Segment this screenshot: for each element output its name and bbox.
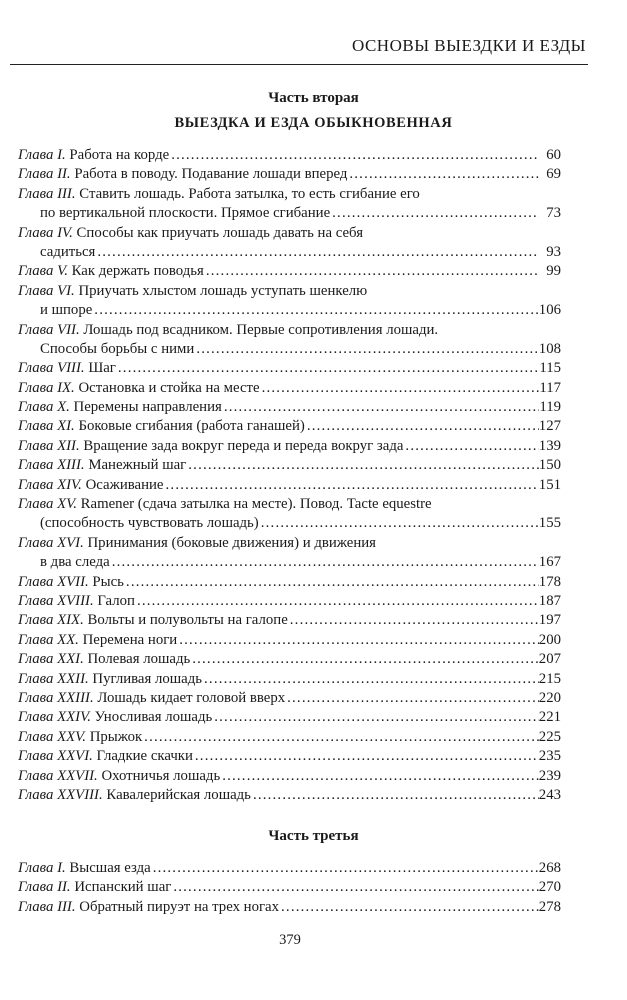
toc-entry-text-wrap <box>18 398 222 417</box>
dot-leader <box>251 786 539 805</box>
chapter-label: Глава XXVIII. <box>18 786 103 803</box>
chapter-title: Испанский шаг <box>74 879 172 896</box>
dot-leader <box>116 359 539 378</box>
page-ref: 215 <box>538 670 561 687</box>
page-ref: 73 <box>546 205 561 222</box>
page-ref: 60 <box>546 147 561 163</box>
page-ref: 69 <box>546 166 561 183</box>
page-ref: 200 <box>538 631 561 648</box>
chapter-label: Глава XX. <box>18 631 79 648</box>
page-ref: 243 <box>538 786 561 803</box>
page-ref: 139 <box>538 437 561 454</box>
toc-part-two <box>18 146 561 805</box>
toc-entry <box>18 398 561 417</box>
toc-entry-last-line <box>18 592 561 611</box>
toc-entry-last-line <box>18 573 561 592</box>
toc-entry <box>18 534 561 573</box>
toc-entry <box>18 417 561 436</box>
chapter-title: Принимания (боковые движения) и движения <box>87 534 376 551</box>
chapter-title: Ramener (сдача затылка на месте). Повод. Tacte equestre <box>80 496 432 513</box>
page-ref: 106 <box>538 302 561 319</box>
toc-entry-text-wrap <box>40 301 92 320</box>
toc-entry-last-line <box>18 146 561 165</box>
toc-entry-last-line <box>18 165 561 184</box>
toc-entry-text-wrap <box>18 535 376 551</box>
toc-entry <box>18 456 561 475</box>
toc-entry-last-line <box>18 670 561 689</box>
chapter-label: Глава XXIII. <box>18 689 94 706</box>
toc-entry <box>18 379 561 398</box>
chapter-label: Глава IV. <box>18 224 73 241</box>
dot-leader <box>202 670 539 689</box>
toc-entry-line <box>18 495 561 514</box>
toc-entry-last-line <box>18 708 561 727</box>
chapter-title: (способность чувствовать лошадь) <box>40 515 259 532</box>
toc-entry-last-line <box>18 437 561 456</box>
page-ref: 151 <box>538 476 561 493</box>
chapter-title: Уносливая лошадь <box>94 709 213 726</box>
toc-entry-text-wrap <box>18 283 367 299</box>
toc-entry-last-line <box>18 417 561 436</box>
toc-entry-text-wrap <box>18 689 285 708</box>
dot-leader <box>222 398 539 417</box>
chapter-title: Прыжок <box>89 728 143 745</box>
chapter-title: Высшая езда <box>69 860 151 876</box>
toc-entry <box>18 437 561 456</box>
toc-entry-last-line <box>18 611 561 630</box>
page-number: 379 <box>279 932 301 948</box>
toc-entry-last-line <box>18 786 561 805</box>
dot-leader <box>204 262 539 281</box>
toc-entry-text-wrap <box>18 592 135 611</box>
page-ref: 268 <box>538 860 561 876</box>
page-ref: 93 <box>546 243 561 260</box>
toc-entry <box>18 859 561 878</box>
chapter-title: Перемены направления <box>73 399 222 416</box>
chapter-label: Глава XXI. <box>18 651 84 668</box>
dot-leader <box>194 340 538 359</box>
chapter-label: Глава II. <box>18 166 71 183</box>
chapter-title: Ставить лошадь. Работа затылка, то есть сгибание его <box>79 185 420 202</box>
chapter-title: Обратный пируэт на трех ногах <box>79 898 280 915</box>
dot-leader <box>212 708 539 727</box>
chapter-title: Остановка и стойка на месте <box>78 379 260 396</box>
toc-entry-text-wrap <box>18 898 279 917</box>
chapter-title: Осаживание <box>85 476 164 493</box>
toc-entry <box>18 282 561 321</box>
chapter-label: Глава XXIV. <box>18 709 91 726</box>
dot-leader <box>171 878 538 897</box>
toc-entry-last-line <box>18 728 561 747</box>
chapter-label: Глава XII. <box>18 437 80 454</box>
dot-leader <box>288 611 539 630</box>
toc-entry-text-wrap <box>18 650 190 669</box>
dot-leader <box>193 747 539 766</box>
toc-entry-text-wrap <box>18 670 202 689</box>
chapter-title: Гладкие скачки <box>96 748 193 765</box>
chapter-title: Манежный шаг <box>88 457 187 474</box>
dot-leader <box>92 301 539 320</box>
toc-entry-last-line <box>18 301 561 320</box>
toc-entry-text-wrap <box>18 859 151 878</box>
chapter-title: Пугливая лошадь <box>92 670 203 687</box>
header-rule <box>10 64 588 65</box>
chapter-title: Работа в поводу. Подавание лошади вперед <box>74 166 348 183</box>
toc-entry-text-wrap <box>18 165 347 184</box>
chapter-title: Вращение зада вокруг переда и переда вокруг зада <box>83 437 404 454</box>
chapter-label: Глава XI. <box>18 418 75 435</box>
chapter-title: Способы как приучать лошадь давать на себя <box>76 224 364 241</box>
toc-entry-text-wrap <box>18 611 288 630</box>
dot-leader <box>305 417 539 436</box>
chapter-label: Глава IX. <box>18 379 75 396</box>
toc-entry <box>18 321 561 360</box>
toc-entry-line <box>18 224 561 243</box>
page-ref: 207 <box>538 651 561 668</box>
dot-leader <box>142 728 539 747</box>
toc-entry <box>18 185 561 224</box>
toc-entry-text-wrap <box>18 496 432 512</box>
page-ref: 108 <box>538 340 561 357</box>
toc-entry <box>18 359 561 378</box>
toc-entry <box>18 786 561 805</box>
toc-entry-text-wrap <box>40 204 330 223</box>
chapter-label: Глава VIII. <box>18 360 85 377</box>
chapter-title: и шпоре <box>40 302 93 319</box>
toc-entry <box>18 611 561 630</box>
toc-entry <box>18 495 561 534</box>
page-ref: 155 <box>538 515 561 532</box>
toc-entry <box>18 165 561 184</box>
toc-entry-text-wrap <box>40 514 259 533</box>
toc-entry-last-line <box>18 898 561 917</box>
page-ref: 167 <box>538 554 561 571</box>
toc-entry-last-line <box>18 553 561 572</box>
dot-leader <box>151 859 539 878</box>
toc-entry-last-line <box>18 379 561 398</box>
toc-entry <box>18 898 561 917</box>
toc-entry-text-wrap <box>18 767 220 786</box>
toc-entry <box>18 689 561 708</box>
toc-entry-text-wrap <box>18 786 251 805</box>
toc-entry-text-wrap <box>18 359 116 378</box>
page-ref: 225 <box>538 728 561 745</box>
toc-entry <box>18 767 561 786</box>
page-ref: 127 <box>538 418 561 435</box>
page-ref: 178 <box>538 573 561 590</box>
chapter-label: Глава XVIII. <box>18 592 94 609</box>
toc-entry-line <box>18 185 561 204</box>
chapter-label: Глава XXVI. <box>18 748 93 765</box>
chapter-title: Боковые сгибания (работа ганашей) <box>78 418 305 435</box>
toc-entry-last-line <box>18 747 561 766</box>
page-ref: 119 <box>539 399 561 416</box>
toc-entry-last-line <box>18 859 561 878</box>
chapter-title: Рысь <box>92 573 124 590</box>
toc-entry-text-wrap <box>18 573 124 592</box>
chapter-title: Галоп <box>97 592 135 609</box>
toc-entry-last-line <box>18 398 561 417</box>
chapter-label: Глава XXII. <box>18 670 89 687</box>
dot-leader <box>347 165 539 184</box>
chapter-title: Как держать поводья <box>71 263 204 280</box>
toc-entry-text-wrap <box>40 243 95 262</box>
chapter-title: по вертикальной плоскости. Прямое сгибание <box>40 205 331 222</box>
dot-leader <box>186 456 539 475</box>
toc-entry <box>18 747 561 766</box>
page-ref: 150 <box>538 457 561 474</box>
toc-entry-text-wrap <box>18 878 171 897</box>
toc-entry-text-wrap <box>18 146 169 165</box>
chapter-label: Глава VI. <box>18 282 75 299</box>
toc-entry-text-wrap <box>18 262 204 281</box>
toc-entry-text-wrap <box>18 437 403 456</box>
chapter-title: Лошадь под всадником. Первые сопротивления лошади. <box>83 321 439 338</box>
toc-part-three <box>18 859 561 917</box>
toc-entry-last-line <box>18 262 561 281</box>
toc-entry-last-line <box>18 767 561 786</box>
toc-entry-text-wrap <box>18 186 420 202</box>
page-ref: 117 <box>539 379 561 396</box>
page-ref: 187 <box>538 592 561 609</box>
dot-leader <box>177 631 539 650</box>
toc-entry <box>18 878 561 897</box>
chapter-label: Глава XVI. <box>18 534 84 551</box>
dot-leader <box>190 650 539 669</box>
chapter-title: Охотничья лошадь <box>101 767 221 784</box>
part-two-subtitle: ВЫЕЗДКА И ЕЗДА ОБЫКНОВЕННАЯ <box>174 115 453 131</box>
page-ref: 235 <box>538 748 561 765</box>
page-ref: 197 <box>538 612 561 629</box>
page-ref: 115 <box>539 360 561 377</box>
chapter-title: Кавалерийская лошадь <box>106 786 251 803</box>
toc-entry-last-line <box>18 204 561 223</box>
dot-leader <box>95 243 539 262</box>
chapter-label: Глава VII. <box>18 321 80 338</box>
toc-entry-text-wrap <box>40 553 110 572</box>
toc-entry-last-line <box>18 689 561 708</box>
toc-entry <box>18 224 561 263</box>
dot-leader <box>169 146 539 165</box>
dot-leader <box>124 573 539 592</box>
chapter-label: Глава XIII. <box>18 457 85 474</box>
chapter-label: Глава XV. <box>18 496 77 513</box>
toc-entry <box>18 476 561 495</box>
dot-leader <box>259 514 539 533</box>
dot-leader <box>285 689 539 708</box>
part-two-title: Часть вторая <box>268 90 359 106</box>
toc-entry-last-line <box>18 514 561 533</box>
dot-leader <box>135 592 539 611</box>
chapter-label: Глава I. <box>18 147 66 163</box>
chapter-label: Глава II. <box>18 879 71 896</box>
toc-entry <box>18 592 561 611</box>
toc-entry-text-wrap <box>18 379 260 398</box>
running-header: ОСНОВЫ ВЫЕЗДКИ И ЕЗДЫ <box>351 36 586 55</box>
toc-entry-text-wrap <box>40 340 194 359</box>
toc-entry <box>18 262 561 281</box>
chapter-label: Глава III. <box>18 898 76 915</box>
toc-entry-text-wrap <box>18 728 142 747</box>
toc-entry <box>18 728 561 747</box>
chapter-title: садиться <box>40 243 96 260</box>
chapter-label: Глава XIX. <box>18 612 84 629</box>
toc-entry <box>18 650 561 669</box>
toc-entry <box>18 708 561 727</box>
chapter-title: Шаг <box>88 360 116 377</box>
chapter-label: Глава V. <box>18 263 68 280</box>
chapter-title: в два следа <box>40 554 110 571</box>
toc-entry-text-wrap <box>18 631 177 650</box>
chapter-label: Глава XVII. <box>18 573 89 590</box>
chapter-title: Вольты и полувольты на галопе <box>87 612 288 629</box>
chapter-title: Работа на корде <box>69 147 170 163</box>
chapter-label: Глава XXVII. <box>18 767 98 784</box>
chapter-label: Глава XIV. <box>18 476 82 493</box>
toc-entry-last-line <box>18 878 561 897</box>
dot-leader <box>403 437 538 456</box>
toc-entry-last-line <box>18 631 561 650</box>
toc-entry-text-wrap <box>18 747 193 766</box>
toc-entry-text-wrap <box>18 708 212 727</box>
page-ref: 278 <box>538 898 561 915</box>
toc-entry <box>18 670 561 689</box>
page-ref: 220 <box>538 689 561 706</box>
chapter-title: Перемена ноги <box>82 631 178 648</box>
chapter-label: Глава III. <box>18 185 76 202</box>
dot-leader <box>110 553 539 572</box>
page-ref: 270 <box>538 879 561 896</box>
chapter-label: Глава X. <box>18 399 70 416</box>
chapter-title: Полевая лошадь <box>87 651 191 668</box>
toc-entry-text-wrap <box>18 456 186 475</box>
toc-entry-text-wrap <box>18 225 363 241</box>
toc-entry-text-wrap <box>18 476 164 495</box>
toc-entry-text-wrap <box>18 417 305 436</box>
dot-leader <box>220 767 539 786</box>
toc-entry-last-line <box>18 340 561 359</box>
toc-entry <box>18 146 561 165</box>
chapter-title: Способы борьбы с ними <box>40 340 195 357</box>
dot-leader <box>164 476 539 495</box>
toc-entry-line <box>18 534 561 553</box>
toc-entry-line <box>18 321 561 340</box>
toc-entry <box>18 573 561 592</box>
toc-entry-last-line <box>18 243 561 262</box>
chapter-label: Глава XXV. <box>18 728 86 745</box>
page-ref: 99 <box>546 263 561 280</box>
part-three-title: Часть третья <box>268 828 359 844</box>
toc-entry-last-line <box>18 359 561 378</box>
dot-leader <box>260 379 539 398</box>
toc-entry-last-line <box>18 456 561 475</box>
toc-entry-last-line <box>18 650 561 669</box>
chapter-title: Лошадь кидает головой вверх <box>97 689 286 706</box>
page-ref: 221 <box>538 709 561 726</box>
toc-entry-text-wrap <box>18 322 438 338</box>
toc-entry-last-line <box>18 476 561 495</box>
chapter-title: Приучать хлыстом лошадь уступать шенкелю <box>78 282 368 299</box>
toc-entry-line <box>18 282 561 301</box>
dot-leader <box>330 204 539 223</box>
dot-leader <box>279 898 539 917</box>
toc-entry <box>18 631 561 650</box>
chapter-label: Глава I. <box>18 860 66 876</box>
page-ref: 239 <box>538 767 561 784</box>
